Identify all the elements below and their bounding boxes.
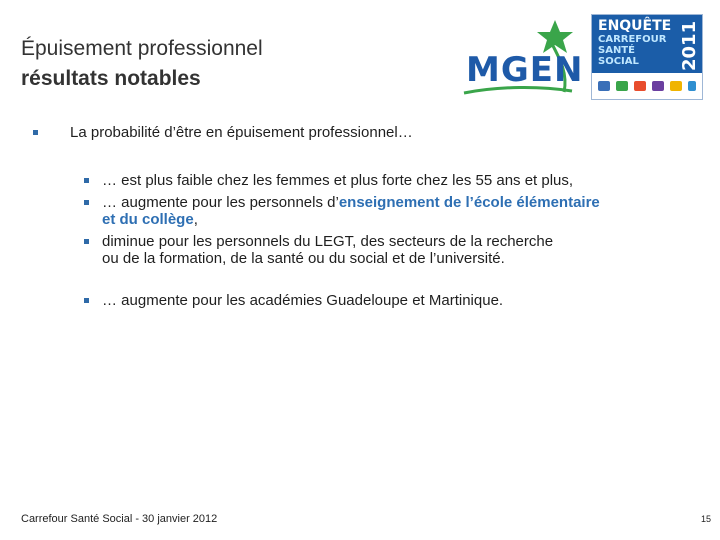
- title-line-2: résultats notables: [21, 67, 201, 90]
- sub-bullet-2-prefix: … augmente pour les personnels d’: [102, 194, 339, 211]
- title-line-1: Épuisement professionnel: [21, 37, 263, 60]
- sub-bullet-3-line-1: diminue pour les personnels du LEGT, des secteurs de la recherche: [102, 233, 554, 250]
- bullet-marker-icon: [84, 200, 89, 205]
- slide-title: [21, 34, 263, 94]
- mgen-logo: [460, 14, 584, 100]
- mgen-wordmark: MGEN: [466, 50, 584, 90]
- sub-bullet-2: [102, 194, 600, 228]
- footer-event-label: Carrefour Santé Social - 30 janvier 2012: [21, 513, 218, 525]
- partner-logo-icon: [598, 81, 610, 91]
- highlight-college: et du collège: [102, 211, 194, 228]
- partner-logo-icon: [616, 81, 628, 91]
- highlight-enseignement: enseignement de l’école élémentaire: [338, 194, 600, 211]
- year-text: 2011: [679, 20, 700, 71]
- partner-logo-icon: [670, 81, 682, 91]
- carrefour-label: CARREFOUR: [598, 34, 667, 45]
- enquete-label: ENQUÊTE: [598, 18, 672, 34]
- bullet-marker-icon: [84, 239, 89, 244]
- partner-logos-strip: [592, 73, 702, 99]
- sub-bullet-3-line-2: ou de la formation, de la santé ou du social et de l’université.: [102, 250, 505, 267]
- sub-bullet-1: … est plus faible chez les femmes et plus forte chez les 55 ans et plus,: [102, 172, 574, 189]
- bullet-marker-icon: [84, 178, 89, 183]
- partner-logo-icon: [688, 81, 696, 91]
- year-badge: [678, 17, 700, 73]
- logos-area: [460, 14, 704, 100]
- sub-bullet-4: … augmente pour les académies Guadeloupe et Martinique.: [102, 292, 504, 309]
- bullet-marker-icon: [84, 298, 89, 303]
- partner-logo-icon: [634, 81, 646, 91]
- sub-bullet-2-suffix: ,: [193, 211, 198, 228]
- sante-social-label: SANTÉ SOCIAL: [598, 45, 639, 67]
- bullet-marker-icon: [33, 130, 38, 135]
- partner-logo-icon: [652, 81, 664, 91]
- sub-bullet-3: [102, 233, 553, 267]
- main-bullet-text: La probabilité d’être en épuisement professionnel…: [70, 124, 413, 141]
- enquete-carrefour-logo: [591, 14, 703, 100]
- page-number: 15: [700, 514, 711, 524]
